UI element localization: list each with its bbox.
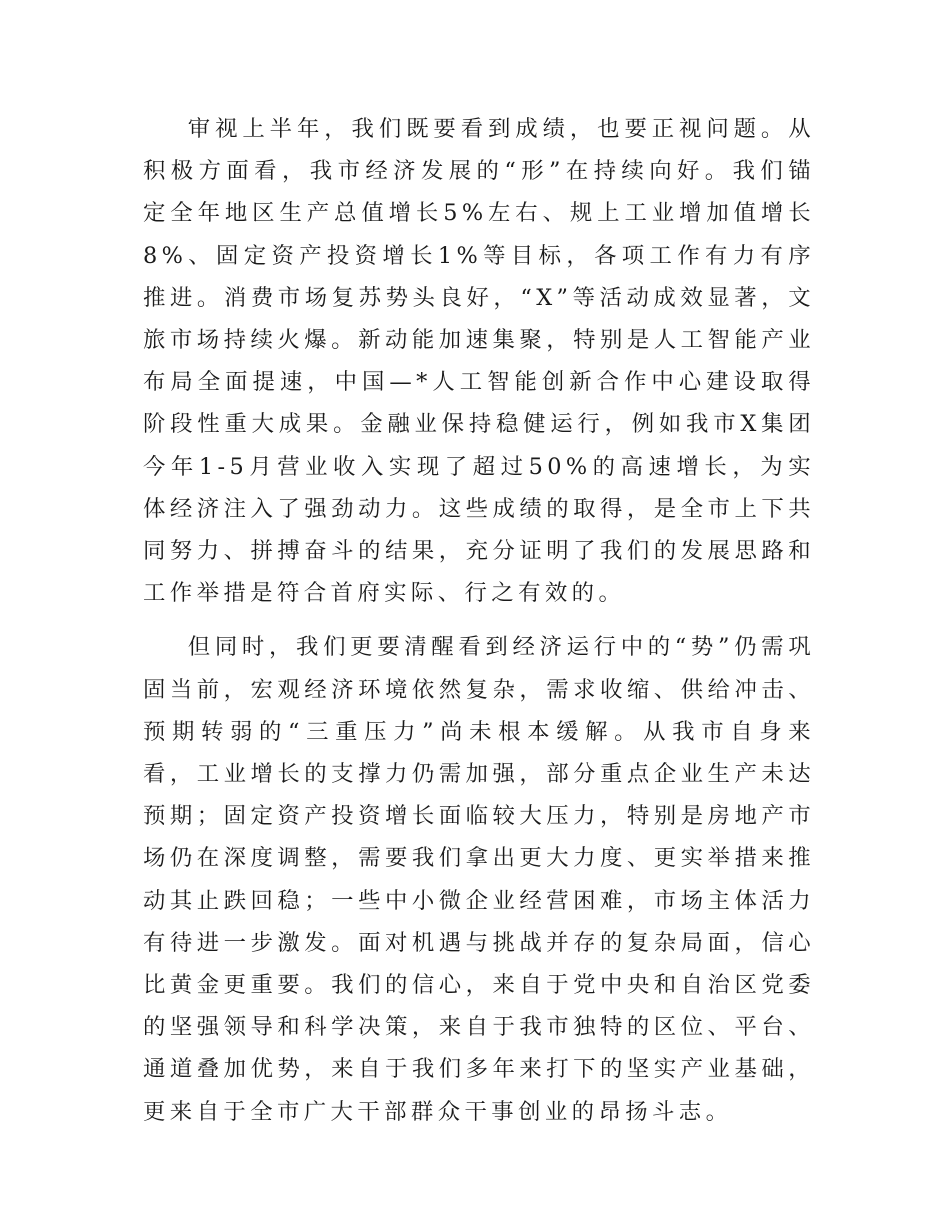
paragraph-challenges: 但同时，我们更要清醒看到经济运行中的“势”仍需巩固当前，宏观经济环境依然复杂，需求收缩、供给冲击、预期转弱的“三重压力”尚未根本缓解。从我市自身来看，工业增长的支撑力仍需加强，部分重点企业生产未达预期；固定资产投资增长面临较大压力，特别是房地产市场仍在深度调整，需要我们拿出更大力度、更实举措来推动其止跌回稳；一些中小微企业经营困难，市场主体活力有待进一步激发。面对机遇与挑战并存的复杂局面，信心比黄金更重要。我们的信心，来自于党中央和自治区党委的坚强领导和科学决策，来自于我市独特的区位、平台、通道叠加优势，来自于我们多年来打下的坚实产业基础，更来自于全市广大干部群众干事创业的昂扬斗志。	[143, 634, 815, 1125]
document-body	[143, 108, 815, 1133]
paragraph-achievements: 审视上半年，我们既要看到成绩，也要正视问题。从积极方面看，我市经济发展的“形”在持续向好。我们锚定全年地区生产总值增长5%左右、规上工业增加值增长8%、固定资产投资增长1%等目标，各项工作有力有序推进。消费市场复苏势头良好，“X”等活动成效显著，文旅市场持续火爆。新动能加速集聚，特别是人工智能产业布局全面提速，中国—*人工智能创新合作中心建设取得阶段性重大成果。金融业保持稳健运行，例如我市X集团今年1-5月营业收入实现了超过50%的高速增长，为实体经济注入了强劲动力。这些成绩的取得，是全市上下共同努力、拼搏奋斗的结果，充分证明了我们的发展思路和工作举措是符合首府实际、行之有效的。	[143, 116, 815, 607]
